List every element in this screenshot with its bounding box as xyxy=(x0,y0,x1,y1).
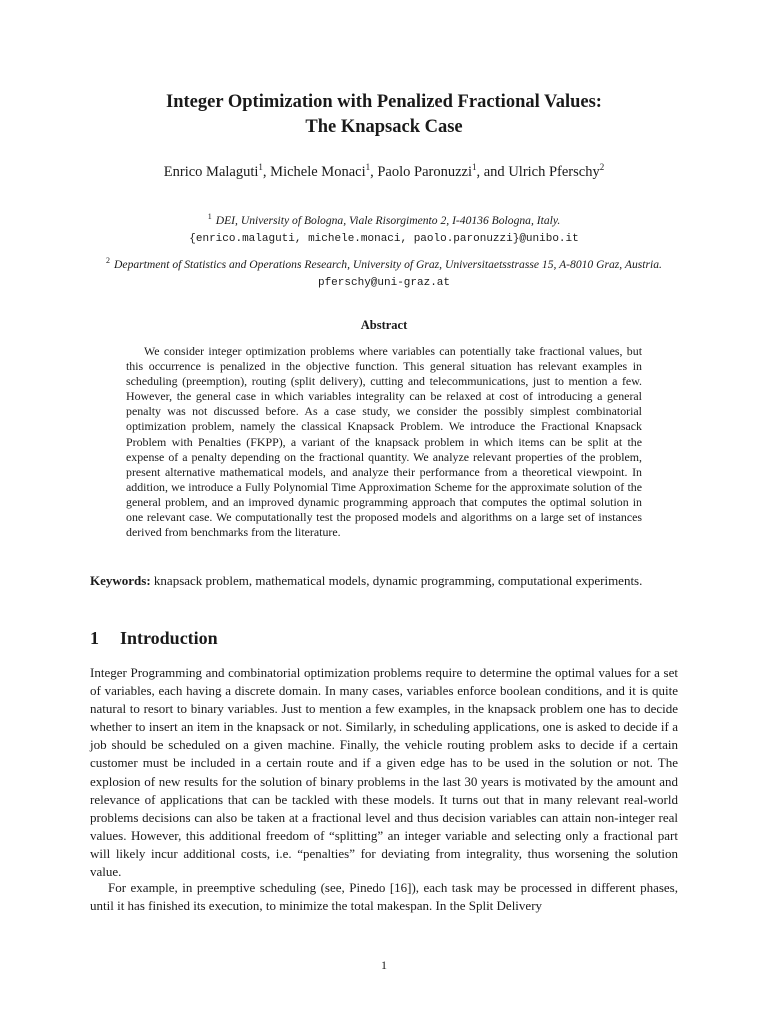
author-affiliation-mark: 1 xyxy=(258,162,263,172)
affiliation-email: {enrico.malaguti, michele.monaci, paolo.paronuzzi}@unibo.it xyxy=(189,232,579,245)
section-heading xyxy=(90,628,218,649)
affiliation-mark: 1 xyxy=(207,212,212,221)
affiliation-email: pferschy@uni-graz.at xyxy=(317,276,451,289)
section-title: Introduction xyxy=(120,628,218,648)
title-line-2: The Knapsack Case xyxy=(305,117,463,137)
keywords xyxy=(90,572,678,590)
body-paragraph: Integer Programming and combinatorial optimization problems require to determine the optimal values for a set of variables, each having a discrete domain. In many cases, variables enforce boolean conditions, and it is quite natural to resort to binary variables. Just to mention a few examples, in the knapsack problem one has to decide whether to insert an item in the knapsack or not. Similarly, in scheduling applications, one is asked to decide if a job should be scheduled on a given machine. Finally, the vehicle routing problem asks to decide if a certain customer must be included in a certain route and if a given edge has to be used in the solution or not. The explosion of new results for the solution of binary problems in the last 30 years is motivated by the amount and relevance of applications that can be tackled with these models. It turns out that in many relevant real-world problems decisions can also be taken at a fractional level and thus decision variables can attain non-integer real values. However, this additional freedom of “splitting” an integer variable and selecting only a fractional part will likely incur additional costs, i.e. “penalties” for deviating from integrality, thus worsening the solution value. xyxy=(90,665,678,880)
author-name: Ulrich Pferschy xyxy=(508,163,600,180)
page-number: 1 xyxy=(381,958,387,972)
abstract-text: We consider integer optimization problems where variables can potentially take fractional values, but this occurrence is penalized in the objective function. This general situation has relevant examples in scheduling (preemption), routing (split delivery), cutting and telecommunications, just to mention a few. However, the general case in which variables integrality can be relaxed at cost of introducing a general penalty was not discussed before. As a case study, we consider the possibly simplest combinatorial optimization problem, namely the classical Knapsack Problem. We introduce the Fractional Knapsack Problem with Penalties (FKPP), a variant of the knapsack problem in which items can be split at the expense of a penalty depending on the fractional quantity. We analyze relevant properties of the problem, present alternative mathematical models, and analyze their performance from a theoretical viewpoint. In addition, we introduce a Fully Polynomial Time Approximation Scheme for the approximate solution of the general problem, and an improved dynamic programming approach that computes the optimal solution in one relevant case. We computationally test the proposed models and algorithms on a large set of instances derived from benchmarks from the literature. xyxy=(126,344,642,540)
title-line-1: Integer Optimization with Penalized Fractional Values: xyxy=(166,92,602,112)
author-name: Paolo Paronuzzi xyxy=(377,163,472,180)
affiliation-text: Department of Statistics and Operations Research, University of Graz, Universitaetsstrasse 15, A-8010 Graz, Austria. xyxy=(114,257,662,271)
keywords-text: knapsack problem, mathematical models, dynamic programming, computational experiments. xyxy=(150,573,643,588)
author-list xyxy=(0,162,768,181)
author-name: Michele Monaci xyxy=(270,163,366,180)
body-paragraph: For example, in preemptive scheduling (see, Pinedo [16]), each task may be processed in different phases, until it has finished its execution, to minimize the total makespan. In the Split Delivery xyxy=(90,880,678,914)
keywords-label: Keywords: xyxy=(90,573,151,588)
author-affiliation-mark: 1 xyxy=(472,162,477,172)
author-affiliation-mark: 2 xyxy=(599,162,605,172)
author-name: Enrico Malaguti xyxy=(163,163,259,180)
author-separator: , xyxy=(370,163,378,180)
author-separator: , and xyxy=(476,163,509,180)
author-separator: , xyxy=(262,163,271,180)
section-number: 1 xyxy=(90,628,99,648)
author-affiliation-mark: 1 xyxy=(365,162,371,172)
affiliation-1 xyxy=(86,208,682,248)
affiliation-text: DEI, University of Bologna, Viale Risorgimento 2, I-40136 Bologna, Italy. xyxy=(215,213,561,227)
affiliation-2 xyxy=(90,252,678,292)
paper-title xyxy=(0,90,768,140)
abstract-heading: Abstract xyxy=(360,318,408,332)
affiliation-mark: 2 xyxy=(106,256,111,265)
